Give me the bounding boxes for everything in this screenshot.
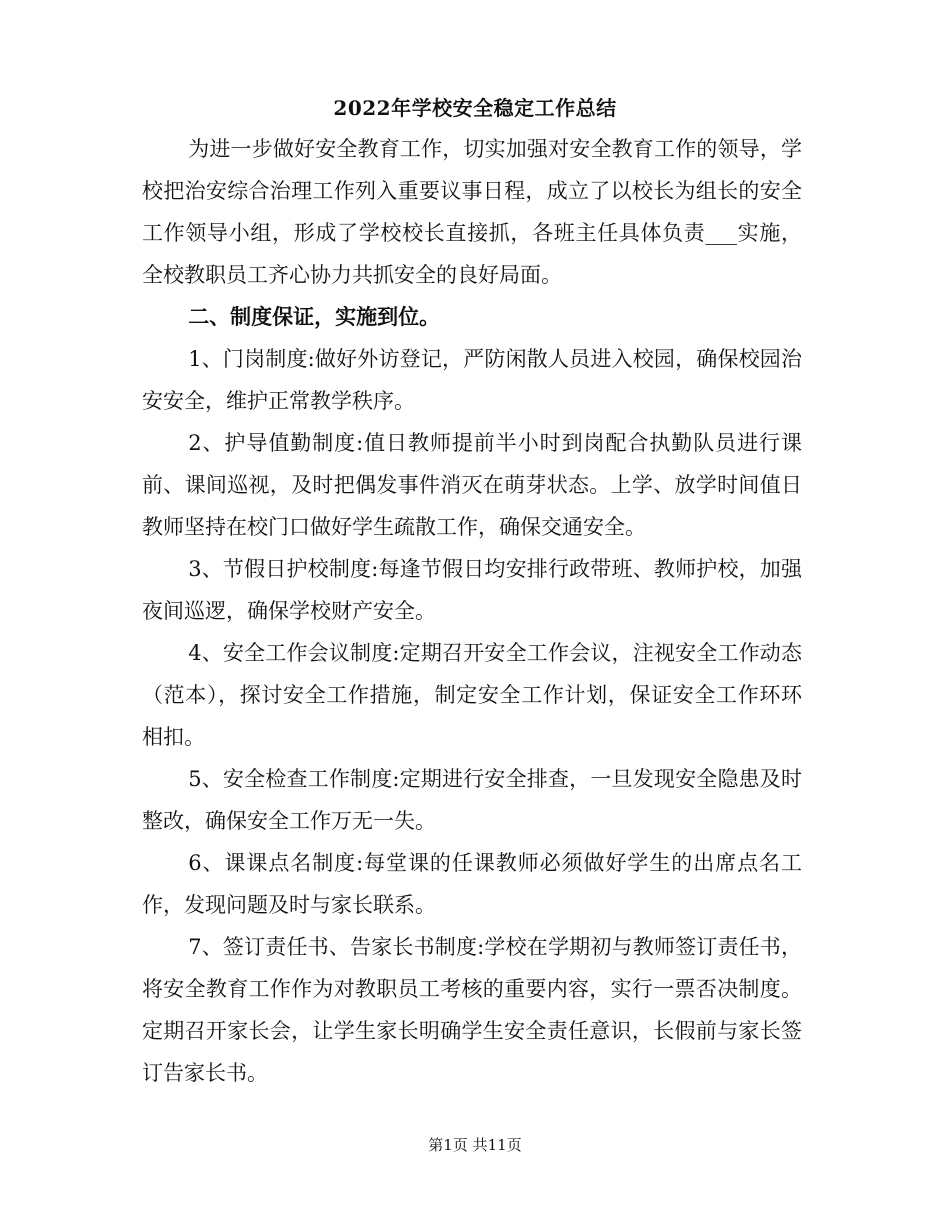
item-paragraph-6: 6、课课点名制度:每堂课的任课教师必须做好学生的出席点名工作，发现问题及时与家长联系。 (142, 851, 802, 917)
item-paragraph-4: 4、安全工作会议制度:定期召开安全工作会议，注视安全工作动态（范本），探讨安全工作措施，制定安全工作计划，保证安全工作环环相扣。 (142, 641, 802, 749)
page-number-footer: 第1页 共11页 (428, 1136, 522, 1154)
item-paragraph-2: 2、护导值勤制度:值日教师提前半小时到岗配合执勤队员进行课前、课间巡视，及时把偶发事件消灭在萌芽状态。上学、放学时间值日教师坚持在校门口做好学生疏散工作，确保交通安全。 (142, 431, 802, 539)
item-paragraph-7: 7、签订责任书、告家长书制度:学校在学期初与教师签订责任书，将安全教育工作作为对教职员工考核的重要内容，实行一票否决制度。定期召开家长会，让学生家长明确学生安全责任意识，长假前与家长签订告家长书。 (142, 935, 802, 1085)
document-body (142, 128, 802, 1094)
item-paragraph-5: 5、安全检查工作制度:定期进行安全排查，一旦发现安全隐患及时整改，确保安全工作万无一失。 (142, 767, 802, 833)
document-title: 2022年学校安全稳定工作总结 (333, 96, 617, 120)
item-paragraph-1: 1、门岗制度:做好外访登记，严防闲散人员进入校园，确保校园治安安全，维护正常教学秩序。 (142, 347, 802, 413)
intro-paragraph: 为进一步做好安全教育工作，切实加强对安全教育工作的领导，学校把治安综合治理工作列入重要议事日程，成立了以校长为组长的安全工作领导小组，形成了学校校长直接抓，各班主任具体负责___实施，全校教职员工齐心协力共抓安全的良好局面。 (142, 137, 802, 287)
item-paragraph-3: 3、节假日护校制度:每逢节假日均安排行政带班、教师护校，加强夜间巡逻，确保学校财产安全。 (142, 557, 802, 623)
section-heading: 二、制度保证，实施到位。 (188, 304, 441, 329)
